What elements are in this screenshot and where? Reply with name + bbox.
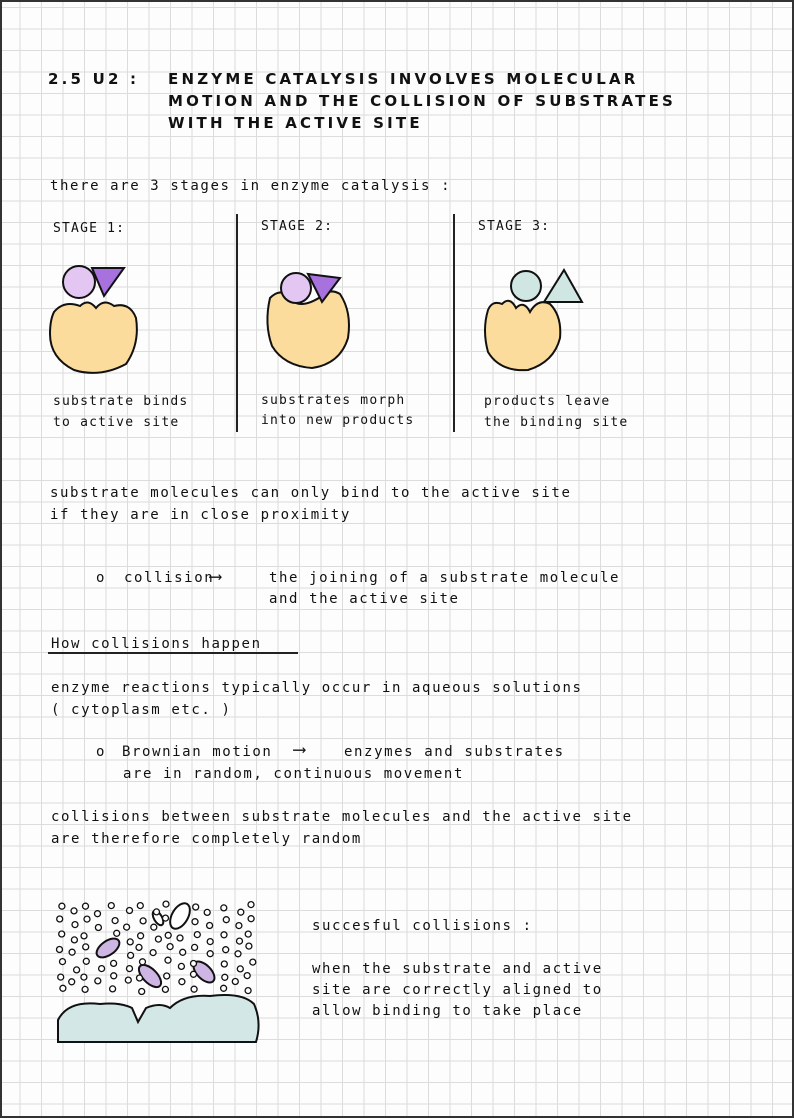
water-molecule [138, 933, 144, 939]
substrate-molecule [93, 935, 122, 961]
product-triangle [544, 270, 582, 302]
water-molecule [111, 960, 117, 966]
water-molecule [237, 966, 243, 972]
water-molecule [124, 924, 130, 930]
water-molecule [207, 923, 213, 929]
substrate-circle [281, 273, 311, 303]
stage-3-caption-2: the binding site [484, 415, 629, 430]
water-molecule [57, 916, 63, 922]
water-molecule [154, 909, 160, 915]
substrate-triangle [92, 268, 124, 296]
water-molecule [222, 974, 228, 980]
water-molecule [245, 931, 251, 937]
water-molecule [95, 911, 101, 917]
water-molecule [127, 908, 133, 914]
water-molecule [95, 978, 101, 984]
random-line-2: are therefore completely random [51, 831, 362, 847]
water-molecule [71, 908, 77, 914]
water-molecule [72, 922, 78, 928]
water-molecule [164, 973, 170, 979]
water-molecule [191, 986, 197, 992]
brownian-def-line-2: are in random, continuous movement [123, 766, 464, 782]
water-molecule [110, 986, 116, 992]
water-molecule [238, 909, 244, 915]
water-molecule [221, 985, 227, 991]
successful-line-2: site are correctly aligned to [312, 982, 603, 998]
water-molecule [136, 944, 142, 950]
water-molecule [223, 917, 229, 923]
water-molecule [81, 933, 87, 939]
water-molecule [114, 930, 120, 936]
water-molecule [180, 949, 186, 955]
bullet: o [96, 744, 107, 760]
water-molecule [150, 950, 156, 956]
water-molecule [57, 947, 63, 953]
collision-def-line-1: the joining of a substrate molecule [269, 570, 621, 586]
random-line-1: collisions between substrate molecules and the active site [51, 809, 633, 825]
water-molecule [155, 936, 161, 942]
heading-line-1: ENZYME CATALYSIS INVOLVES MOLECULAR [168, 70, 639, 88]
subheading-underline [48, 652, 298, 654]
water-molecule [59, 903, 65, 909]
enzyme-shape [50, 302, 137, 372]
water-molecule [58, 974, 64, 980]
water-molecule [221, 961, 227, 967]
proximity-line-1: substrate molecules can only bind to the active site [50, 485, 572, 501]
water-molecule [235, 951, 241, 957]
successful-line-1: when the substrate and active [312, 961, 603, 977]
arrow-icon: ⟶ [210, 566, 223, 587]
water-molecule [112, 918, 118, 924]
water-molecule [140, 959, 146, 965]
product-circle [511, 271, 541, 301]
water-molecule [163, 915, 169, 921]
membrane-shape [58, 995, 259, 1042]
water-molecule [192, 919, 198, 925]
water-molecule [83, 944, 89, 950]
water-molecule [193, 904, 199, 910]
water-molecule [151, 924, 157, 930]
water-molecule [246, 943, 252, 949]
aqueous-line-2: ( cytoplasm etc. ) [51, 702, 232, 718]
collision-diagram [50, 892, 270, 1052]
water-molecule [71, 937, 77, 943]
water-molecule [125, 977, 131, 983]
water-molecule [245, 988, 251, 994]
stage-divider-1 [236, 214, 238, 432]
water-molecule [232, 979, 238, 985]
water-molecule [221, 905, 227, 911]
water-molecule [128, 952, 134, 958]
water-molecule [83, 903, 89, 909]
stage-1-label: STAGE 1: [53, 221, 126, 236]
water-molecule [250, 959, 256, 965]
water-molecule [191, 961, 197, 967]
successful-heading: succesful collisions : [312, 918, 533, 934]
heading-line-2: MOTION AND THE COLLISION OF SUBSTRATES [168, 92, 677, 110]
water-molecule [248, 902, 254, 908]
water-molecule [165, 932, 171, 938]
water-molecule [237, 938, 243, 944]
water-molecule [162, 986, 168, 992]
water-molecule [178, 963, 184, 969]
successful-line-3: allow binding to take place [312, 1003, 583, 1019]
water-molecule [167, 944, 173, 950]
water-molecule [60, 959, 66, 965]
stage-1-caption-2: to active site [53, 415, 180, 430]
section-number: 2.5 U2 : [48, 70, 140, 88]
water-molecule [127, 939, 133, 945]
water-molecule [111, 973, 117, 979]
water-molecule [191, 971, 197, 977]
water-molecule [108, 903, 114, 909]
water-molecule [244, 973, 250, 979]
substrate-molecule [166, 900, 194, 932]
collision-term: collision [124, 570, 215, 586]
stage-3-diagram [480, 264, 600, 384]
water-molecule [221, 932, 227, 938]
enzyme-shape [485, 301, 560, 370]
water-molecule [194, 932, 200, 938]
water-molecule [204, 909, 210, 915]
proximity-line-2: if they are in close proximity [50, 507, 351, 523]
intro-text: there are 3 stages in enzyme catalysis : [50, 178, 452, 194]
water-molecule [163, 901, 169, 907]
brownian-term: Brownian motion [122, 744, 273, 760]
aqueous-line-1: enzyme reactions typically occur in aqueous solutions [51, 680, 583, 696]
substrate-circle [63, 266, 95, 298]
water-molecule [127, 966, 133, 972]
water-molecule [177, 935, 183, 941]
stage-3-label: STAGE 3: [478, 219, 551, 234]
stage-2-diagram [260, 268, 370, 388]
water-molecule [165, 957, 171, 963]
stage-2-label: STAGE 2: [261, 219, 334, 234]
water-molecule [83, 958, 89, 964]
water-molecule [95, 925, 101, 931]
water-molecule [81, 974, 87, 980]
water-molecule [74, 967, 80, 973]
stage-2-caption-2: into new products [261, 413, 415, 428]
water-molecule [69, 979, 75, 985]
bullet: o [96, 570, 107, 586]
water-molecule [137, 903, 143, 909]
stage-2-caption-1: substrates morph [261, 393, 406, 408]
brownian-def-line-1: enzymes and substrates [344, 744, 565, 760]
stage-1-diagram [42, 260, 152, 380]
water-molecule [223, 947, 229, 953]
water-molecule [236, 923, 242, 929]
arrow-icon: ⟶ [294, 739, 307, 760]
stage-divider-2 [453, 214, 455, 432]
water-molecule [207, 939, 213, 945]
water-molecule [69, 949, 75, 955]
water-molecule [207, 951, 213, 957]
heading-line-3: WITH THE ACTIVE SITE [168, 114, 423, 132]
water-molecule [140, 918, 146, 924]
water-molecule [248, 916, 254, 922]
water-molecule [137, 975, 143, 981]
water-molecule [139, 989, 145, 995]
subheading: How collisions happen [51, 636, 262, 652]
stage-1-caption-1: substrate binds [53, 394, 189, 409]
water-molecule [84, 916, 90, 922]
water-molecule [99, 966, 105, 972]
stage-3-caption-1: products leave [484, 394, 611, 409]
water-molecule [82, 986, 88, 992]
water-molecule [179, 979, 185, 985]
water-molecule [192, 944, 198, 950]
water-molecule [59, 931, 65, 937]
enzyme-shape [267, 291, 349, 368]
collision-def-line-2: and the active site [269, 591, 460, 607]
water-molecule [60, 985, 66, 991]
